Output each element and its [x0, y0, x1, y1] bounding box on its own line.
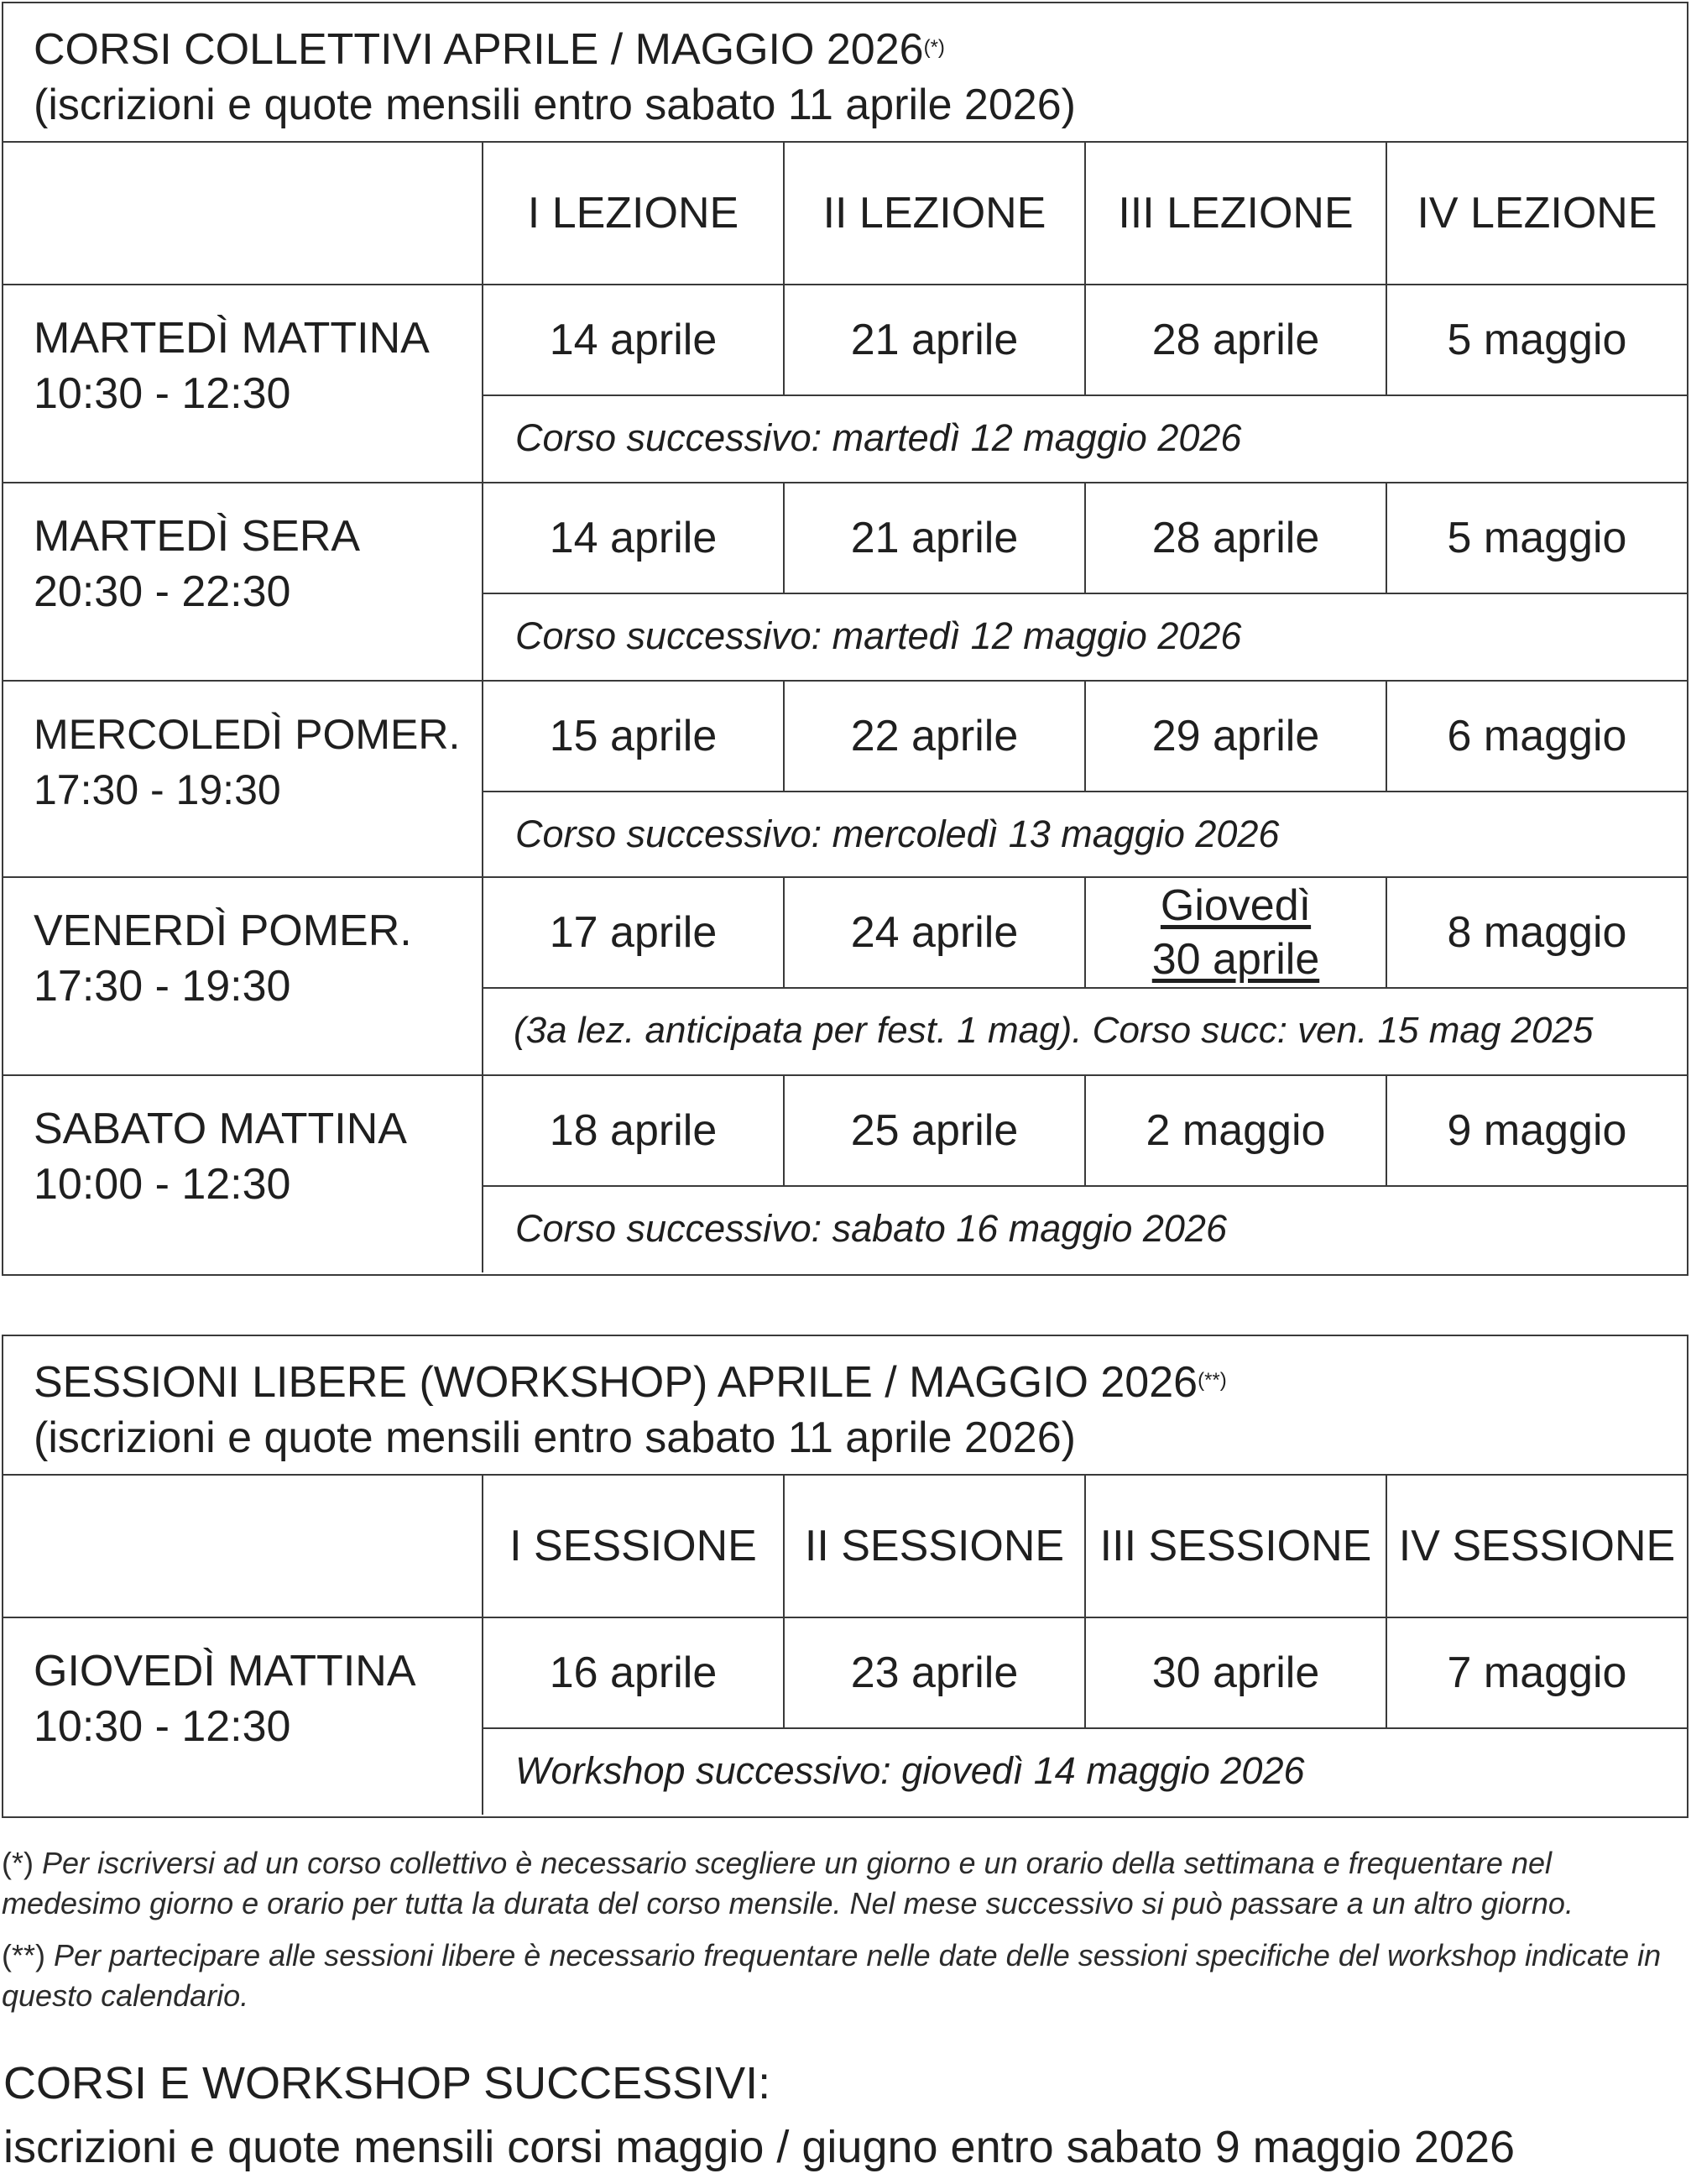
rescheduled-date: 30 aprile: [1151, 935, 1320, 984]
row-label: [3, 878, 483, 1074]
row-time: 10:00 - 12:30: [34, 1160, 291, 1209]
workshops-title-mark: (**): [1198, 1369, 1227, 1392]
workshops-table: [2, 1335, 1688, 1818]
row-time: 20:30 - 22:30: [34, 567, 291, 616]
row-label: [3, 682, 483, 876]
date-cell: 25 aprile: [785, 1076, 1086, 1185]
date-cell: 15 aprile: [483, 682, 785, 791]
next-courses-line: iscrizioni e quote mensili corsi maggio / giugno entro sabato 9 maggio 2026: [3, 2122, 1516, 2172]
date-cell: 21 aprile: [785, 285, 1086, 394]
date-cell: 29 aprile: [1086, 682, 1387, 791]
date-cell: 28 aprile: [1086, 483, 1387, 593]
courses-table: [2, 2, 1688, 1276]
date-cell: 30 aprile: [1086, 1618, 1387, 1727]
header-session-1: I SESSIONE: [483, 1476, 785, 1617]
footnote-1: [2, 1843, 1688, 1924]
row-note: Corso successivo: martedì 12 maggio 2026: [515, 416, 1242, 459]
header-lesson-3: III LEZIONE: [1086, 143, 1387, 284]
row-day: SABATO MATTINA: [34, 1105, 407, 1153]
date-cell: 5 maggio: [1447, 514, 1627, 562]
row-note: (3a lez. anticipata per fest. 1 mag). Corso succ: ven. 15 mag 2025: [514, 1010, 1594, 1051]
date-cell: 24 aprile: [785, 878, 1086, 987]
header-session-2: II SESSIONE: [785, 1476, 1086, 1617]
date-cell: 9 maggio: [1447, 1106, 1627, 1155]
row-note: Corso successivo: martedì 12 maggio 2026: [515, 614, 1242, 657]
row-day: MERCOLEDÌ POMER.: [34, 711, 461, 758]
workshops-title: SESSIONI LIBERE (WORKSHOP) APRILE / MAGGIO 2026: [34, 1358, 1198, 1407]
footnote-2: [2, 1936, 1688, 2016]
courses-header-row: [3, 143, 1687, 285]
date-cell: 23 aprile: [785, 1618, 1086, 1727]
next-courses-heading: CORSI E WORKSHOP SUCCESSIVI:: [3, 2058, 771, 2108]
row-label: [3, 1618, 483, 1815]
date-cell-rescheduled: [1086, 878, 1387, 987]
header-lesson-1: I LEZIONE: [483, 143, 785, 284]
header-lesson-2: II LEZIONE: [785, 143, 1086, 284]
workshops-subtitle: (iscrizioni e quote mensili entro sabato 11 aprile 2026): [34, 1413, 1076, 1462]
workshops-title-block: [3, 1336, 1687, 1476]
date-cell: 2 maggio: [1086, 1076, 1387, 1185]
rescheduled-day: Giovedì: [1160, 881, 1312, 930]
date-cell: 21 aprile: [785, 483, 1086, 593]
row-time: 10:30 - 12:30: [34, 369, 291, 418]
row-note: Corso successivo: sabato 16 maggio 2026: [515, 1207, 1227, 1250]
courses-title-mark: (*): [923, 36, 945, 59]
row-note: Workshop successivo: giovedì 14 maggio 2026: [515, 1749, 1305, 1792]
workshop-row-giovedi-mattina: [3, 1618, 1687, 1815]
row-label: [3, 1076, 483, 1272]
course-row-mercoledi-pomer: [3, 682, 1687, 878]
date-cell: 22 aprile: [785, 682, 1086, 791]
footnote-1-mark: (*): [2, 1846, 34, 1880]
date-cell: 7 maggio: [1447, 1648, 1627, 1697]
date-cell: 16 aprile: [483, 1618, 785, 1727]
row-day: GIOVEDÌ MATTINA: [34, 1647, 416, 1695]
date-cell: 28 aprile: [1086, 285, 1387, 394]
courses-title-block: [3, 3, 1687, 143]
header-session-4: IV SESSIONE: [1398, 1522, 1676, 1570]
header-lesson-4: IV LEZIONE: [1417, 189, 1657, 238]
header-blank-cell: [3, 1476, 483, 1617]
course-row-martedi-mattina: [3, 285, 1687, 483]
row-label: [3, 285, 483, 482]
footnote-1-text: Per iscriversi ad un corso collettivo è necessario scegliere un giorno e un orario della settimana e frequentare nel medesimo giorno e orario per tutta la durata del corso mensile. Nel mese successivo si può passare a un altro giorno.: [2, 1846, 1574, 1920]
courses-subtitle: (iscrizioni e quote mensili entro sabato 11 aprile 2026): [34, 81, 1076, 129]
footnote-2-text: Per partecipare alle sessioni libere è necessario frequentare nelle date delle sessioni specifiche del workshop indicate in questo calendario.: [2, 1938, 1662, 2013]
row-time: 17:30 - 19:30: [34, 766, 281, 813]
date-cell: 17 aprile: [483, 878, 785, 987]
row-time: 10:30 - 12:30: [34, 1702, 291, 1751]
header-blank-cell: [3, 143, 483, 284]
course-row-sabato-mattina: [3, 1076, 1687, 1272]
course-row-venerdi-pomer: [3, 878, 1687, 1076]
header-session-3: III SESSIONE: [1086, 1476, 1387, 1617]
footnote-2-mark: (**): [2, 1938, 45, 1972]
course-row-martedi-sera: [3, 483, 1687, 682]
date-cell: 8 maggio: [1447, 908, 1627, 957]
date-cell: 18 aprile: [483, 1076, 785, 1185]
workshops-header-row: [3, 1476, 1687, 1618]
row-day: MARTEDÌ MATTINA: [34, 314, 430, 363]
row-label: [3, 483, 483, 680]
row-day: MARTEDÌ SERA: [34, 512, 361, 561]
date-cell: 5 maggio: [1447, 316, 1627, 364]
row-note: Corso successivo: mercoledì 13 maggio 2026: [515, 812, 1280, 855]
date-cell: 14 aprile: [483, 483, 785, 593]
row-day: VENERDÌ POMER.: [34, 907, 412, 955]
courses-title: CORSI COLLETTIVI APRILE / MAGGIO 2026: [34, 25, 924, 74]
date-cell: 6 maggio: [1447, 712, 1627, 760]
date-cell: 14 aprile: [483, 285, 785, 394]
row-time: 17:30 - 19:30: [34, 962, 291, 1011]
